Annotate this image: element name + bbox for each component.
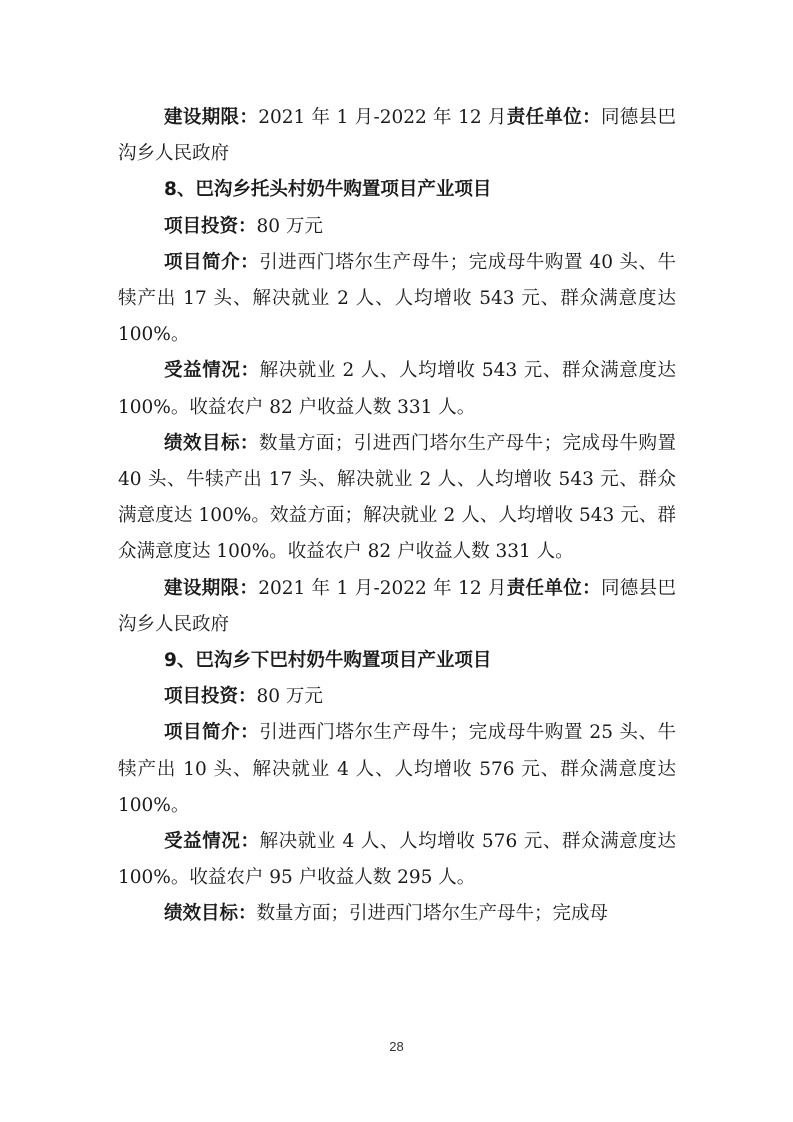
investment-label: 项目投资：: [164, 215, 257, 237]
period-label: 建设期限：: [164, 107, 259, 128]
responsible-unit-text: 同德县巴沟乡人民政府: [118, 107, 676, 165]
page-number: 28: [389, 1039, 404, 1054]
benefit-paragraph: [118, 824, 676, 896]
period-text: 2021 年 1 月-2022 年 12 月: [258, 107, 507, 128]
benefit-text: 解决就业 2 人、人均增收 543 元、群众满意度达 100%。收益农户 82 户收益人数 331 人。: [118, 360, 676, 418]
investment-paragraph: [118, 679, 676, 715]
goals-paragraph: [118, 896, 676, 932]
benefit-label: 受益情况：: [164, 831, 260, 853]
period-text: 2021 年 1 月-2022 年 12 月: [258, 577, 507, 599]
benefit-text: 解决就业 4 人、人均增收 576 元、群众满意度达 100%。收益农户 95 户收益人数 295 人。: [118, 831, 676, 889]
period-paragraph: [118, 571, 676, 643]
summary-paragraph: [118, 245, 676, 354]
responsible-unit-label: 责任单位：: [506, 577, 601, 599]
benefit-label: 受益情况：: [164, 360, 260, 382]
goals-text: 数量方面；引进西门塔尔生产母牛；完成母牛购置 40 头、牛犊产出 17 头、解决就业 2 人、人均增收 543 元、群众满意度达 100%。效益方面；解决就业 2 人、人均增收 543 元、群众满意度达 100%。收益农户 82 户收益人数 331 人。: [118, 432, 676, 563]
summary-label: 项目简介：: [164, 251, 260, 273]
benefit-paragraph: [118, 353, 676, 425]
goals-label: 绩效目标：: [164, 432, 259, 454]
responsible-unit-label: 责任单位：: [506, 107, 601, 128]
section-heading-9: 9、巴沟乡下巴村奶牛购置项目产业项目: [164, 650, 492, 672]
summary-text: 引进西门塔尔生产母牛；完成母牛购置 25 头、牛犊产出 10 头、解决就业 4 人、人均增收 576 元、群众满意度达 100%。: [118, 722, 676, 816]
investment-label: 项目投资：: [164, 686, 257, 708]
period-label: 建设期限：: [164, 577, 259, 599]
investment-text: 80 万元: [256, 215, 323, 237]
goals-paragraph: [118, 426, 676, 571]
summary-paragraph: [118, 715, 676, 824]
goals-label: 绩效目标：: [164, 903, 257, 925]
responsible-unit-text: 同德县巴沟乡人民政府: [118, 577, 676, 635]
section-heading-8: 8、巴沟乡托头村奶牛购置项目产业项目: [164, 179, 492, 201]
goals-text: 数量方面；引进西门塔尔生产母牛；完成母: [256, 903, 609, 925]
document-page: [118, 100, 676, 933]
period-paragraph: [118, 100, 676, 172]
investment-paragraph: [118, 209, 676, 245]
summary-label: 项目简介：: [164, 722, 260, 744]
summary-text: 引进西门塔尔生产母牛；完成母牛购置 40 头、牛犊产出 17 头、解决就业 2 人、人均增收 543 元、群众满意度达 100%。: [118, 251, 676, 346]
investment-text: 80 万元: [256, 686, 323, 708]
